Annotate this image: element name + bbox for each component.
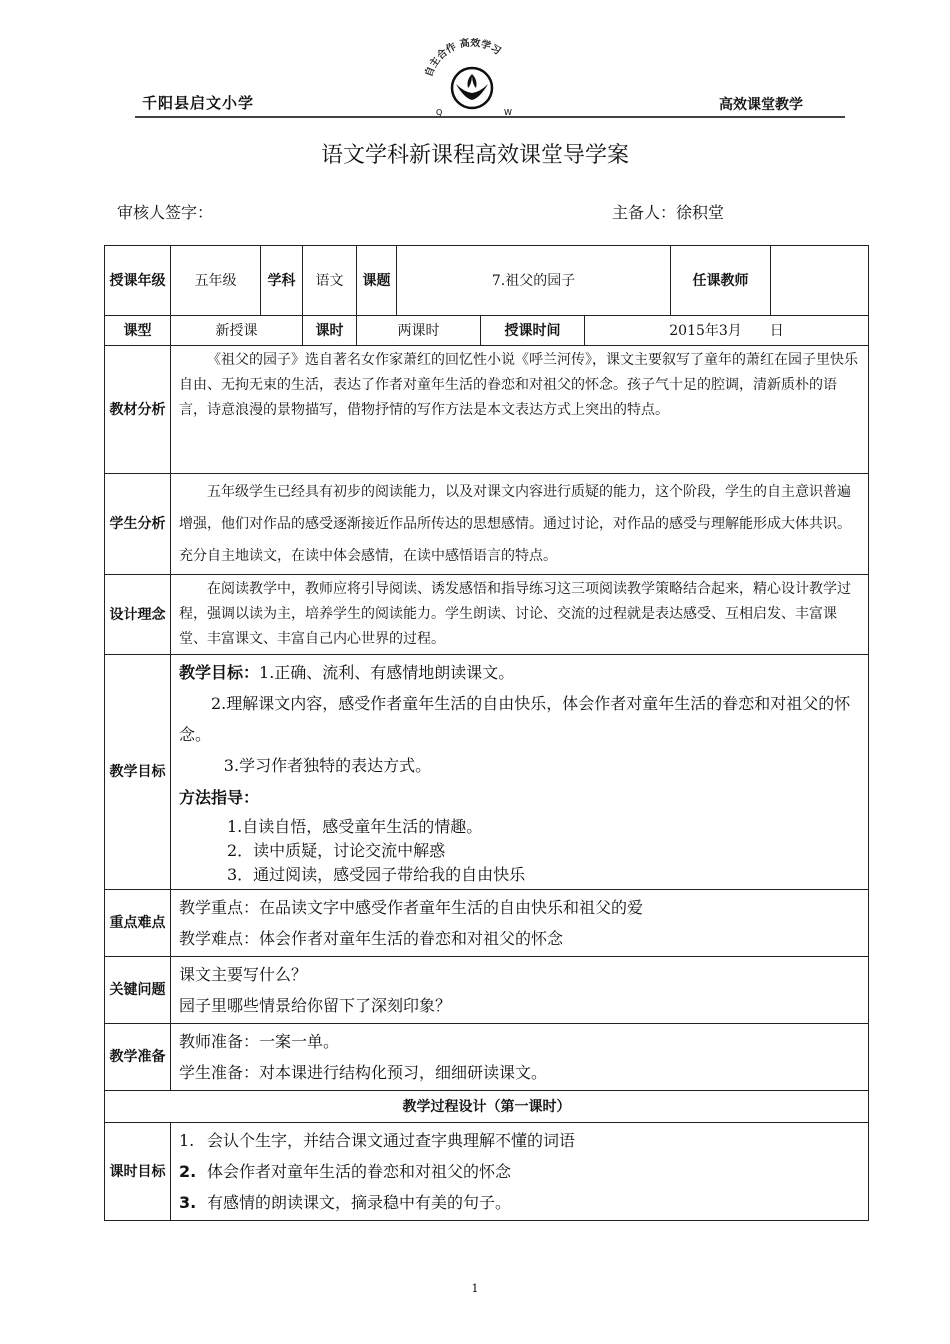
document-title: 语文学科新课程高效课堂导学案 bbox=[320, 143, 629, 168]
row-lesson-goals bbox=[105, 1123, 869, 1221]
questions-label: 关键问题 bbox=[105, 957, 171, 1024]
hours-label: 课时 bbox=[303, 316, 357, 346]
topic-value: 7.祖父的园子 bbox=[397, 246, 671, 316]
goal-2: 2.理解课文内容，感受作者童年生活的自由快乐，体会作者对童年生活的眷恋和对祖父的怀念。 bbox=[179, 694, 851, 744]
hard-point: 教学难点：体会作者对童年生活的眷恋和对祖父的怀念 bbox=[179, 929, 564, 948]
header-slogan: 高效课堂教学 bbox=[719, 97, 803, 113]
student-prep: 学生准备：对本课进行结构化预习，细细研读课文。 bbox=[179, 1063, 548, 1082]
row-teaching-goals bbox=[105, 655, 869, 890]
teacher-value bbox=[771, 246, 869, 316]
teacher-label: 任课教师 bbox=[671, 246, 771, 316]
students-text: 五年级学生已经具有初步的阅读能力，以及对课文内容进行质疑的能力，这个阶段，学生的自主意识普遍增强，他们对作品的感受逐渐接近作品所传达的思想感情。通过讨论，对作品的感受与理解能形成大体共识。充分自主地读文，在读中体会感情，在读中感悟语言的特点。 bbox=[179, 484, 851, 564]
hours-value: 两课时 bbox=[357, 316, 481, 346]
method-1: 1.自读自悟，感受童年生活的情趣。 bbox=[227, 817, 483, 836]
concept-text-cell bbox=[171, 575, 869, 655]
row-process-title bbox=[105, 1091, 869, 1123]
row-basic-info bbox=[105, 246, 869, 316]
subject-label: 学科 bbox=[261, 246, 303, 316]
lesson-goal-1-number: 1. bbox=[179, 1131, 195, 1150]
grade-label: 授课年级 bbox=[105, 246, 171, 316]
students-label: 学生分析 bbox=[105, 474, 171, 575]
keypoints-label: 重点难点 bbox=[105, 890, 171, 957]
process-title: 教学过程设计（第一课时） bbox=[105, 1091, 869, 1123]
concept-text: 在阅读教学中，教师应将引导阅读、诱发感悟和指导练习这三项阅读教学策略结合起来，精心设计教学过程，强调以读为主，培养学生的阅读能力。学生朗读、讨论、交流的过程就是表达感受、互相启发、丰富课堂、丰富课文、丰富自己内心世界的过程。 bbox=[179, 581, 851, 647]
row-teaching-prep bbox=[105, 1024, 869, 1091]
topic-label: 课题 bbox=[357, 246, 397, 316]
school-name: 千阳县启文小学 bbox=[142, 94, 255, 112]
teacher-prep: 教师准备：一案一单。 bbox=[179, 1032, 340, 1051]
material-label: 教材分析 bbox=[105, 346, 171, 474]
time-label: 授课时间 bbox=[481, 316, 585, 346]
prep-label: 教学准备 bbox=[105, 1024, 171, 1091]
row-student-analysis bbox=[105, 474, 869, 575]
grade-value: 五年级 bbox=[171, 246, 261, 316]
type-value: 新授课 bbox=[171, 316, 303, 346]
subject-value: 语文 bbox=[303, 246, 357, 316]
lesson-goals-label: 课时目标 bbox=[105, 1123, 171, 1221]
questions-cell bbox=[171, 957, 869, 1024]
question-2: 园子里哪些情景给你留下了深刻印象？ bbox=[179, 996, 452, 1015]
method-heading: 方法指导： bbox=[179, 788, 260, 807]
row-schedule bbox=[105, 316, 869, 346]
school-logo bbox=[412, 38, 532, 118]
material-text-cell bbox=[171, 346, 869, 474]
students-text-cell bbox=[171, 474, 869, 575]
lesson-goal-2-number: 2. bbox=[179, 1162, 197, 1181]
header-divider bbox=[135, 116, 845, 118]
prep-cell bbox=[171, 1024, 869, 1091]
question-1: 课文主要写什么？ bbox=[179, 965, 308, 984]
goal-1: 1.正确、流利、有感情地朗读课文。 bbox=[259, 663, 515, 682]
goals-heading: 教学目标： bbox=[179, 663, 260, 682]
logo-letter-q: Q bbox=[436, 108, 443, 117]
row-key-questions bbox=[105, 957, 869, 1024]
goals-cell bbox=[171, 655, 869, 890]
lesson-goals-cell bbox=[171, 1123, 869, 1221]
goal-3: 3.学习作者独特的表达方式。 bbox=[223, 756, 432, 775]
time-value: 2015年3月 日 bbox=[585, 316, 869, 346]
lesson-goal-2: 体会作者对童年生活的眷恋和对祖父的怀念 bbox=[207, 1162, 512, 1181]
row-key-points bbox=[105, 890, 869, 957]
lesson-goal-1: 会认个生字，并结合课文通过查字典理解不懂的词语 bbox=[207, 1131, 576, 1150]
concept-label: 设计理念 bbox=[105, 575, 171, 655]
logo-arc-text: 自主合作 高效学习 bbox=[423, 38, 503, 79]
key-point: 教学重点：在品读文字中感受作者童年生活的自由快乐和祖父的爱 bbox=[179, 898, 644, 917]
goals-label: 教学目标 bbox=[105, 655, 171, 890]
row-material-analysis bbox=[105, 346, 869, 474]
lesson-plan-table bbox=[104, 245, 869, 1221]
type-label: 课型 bbox=[105, 316, 171, 346]
method-2: 2．读中质疑，讨论交流中解惑 bbox=[227, 841, 446, 860]
material-text: 《祖父的园子》选自著名女作家萧红的回忆性小说《呼兰河传》，课文主要叙写了童年的萧红在园子里快乐自由、无拘无束的生活，表达了作者对童年生活的眷恋和对祖父的怀念。孩子气十足的腔调，清新质朴的语言，诗意浪漫的景物描写，借物抒情的写作方法是本文表达方式上突出的特点。 bbox=[179, 352, 858, 418]
logo-letter-w: W bbox=[504, 108, 512, 117]
lesson-goal-3: 有感情的朗读课文，摘录稳中有美的句子。 bbox=[207, 1193, 512, 1212]
reviewer-signature-label: 审核人签字： bbox=[117, 203, 214, 222]
page-number: 1 bbox=[471, 1282, 479, 1295]
method-3: 3．通过阅读，感受园子带给我的自由快乐 bbox=[227, 865, 526, 884]
row-design-concept bbox=[105, 575, 869, 655]
preparer-name: 主备人：徐积堂 bbox=[612, 203, 725, 222]
lesson-goal-3-number: 3. bbox=[179, 1193, 197, 1212]
keypoints-cell bbox=[171, 890, 869, 957]
